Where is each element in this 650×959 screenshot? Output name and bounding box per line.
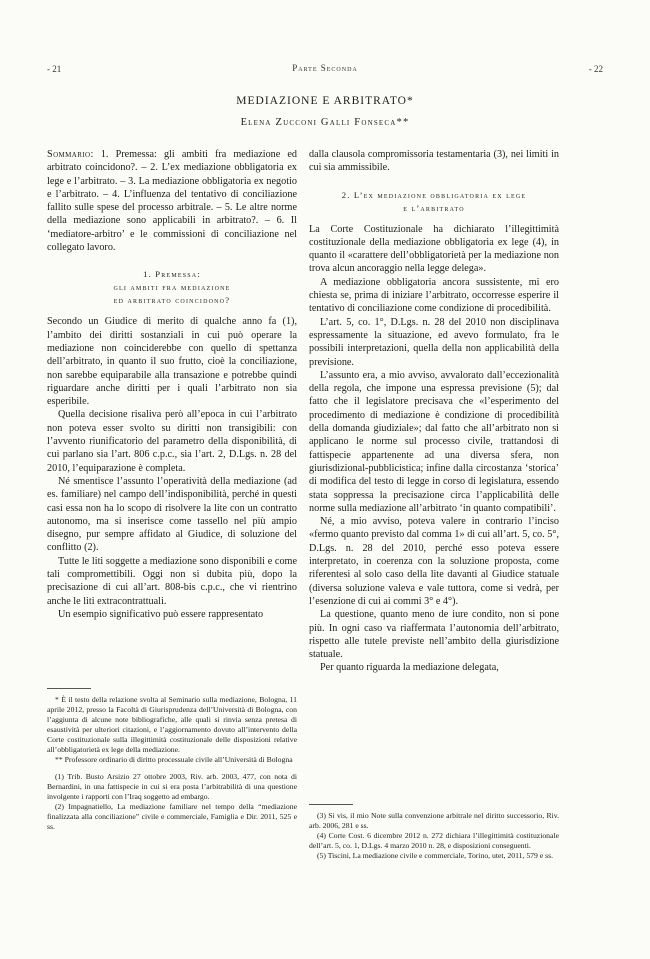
summary-text: 1. Premessa: gli ambiti fra mediazione ed arbitrato coincidono?. – 2. L’ex mediazione obbligatoria ex lege e l’arbitrato. – 3. La mediazione obbligatoria ex negotio e l’arbitrato. – 4. L’influenza del tentativo di conciliazione fallito sulle spese del processo arbitrale. – 5. Le altre norme della mediazione sono applicabili in arbitrato?. – 6. Il ‘mediatore-arbitro’ e le commissioni di conciliazione nel collegato lavoro. bbox=[47, 149, 298, 254]
left-column bbox=[47, 148, 297, 621]
footnotes-left bbox=[47, 688, 297, 832]
paragraph: Né, a mio avviso, poteva valere in contrario l’inciso «fermo quanto previsto dal comma 1» di cui all’art. 5, co. 5°, D.Lgs. n. 28 del 2010, perché esso poteva essere interpretato, in coerenza con la soluzione proposta, come riferentesi al solo caso della lite davanti al Giudice statuale (diversa soluzione valeva e vale tuttora, come si vedrà, per l’esenzione di cui ai commi 3° e 4°). bbox=[309, 516, 559, 607]
footnote: (4) Corte Cost. 6 dicembre 2012 n. 272 dichiara l’illegittimità costituzionale dell’art. 5, co. 1, D.Lgs. 4 marzo 2010 n. 28, e disposizioni conseguenti. bbox=[309, 831, 559, 850]
page-number-left: - 21 bbox=[47, 64, 62, 74]
summary-label: Sommario: bbox=[47, 149, 94, 160]
section-1-heading-line: 1. Premessa: bbox=[143, 269, 201, 280]
footnote: (3) Si vis, il mio Note sulla convenzione arbitrale nel diritto successorio, Riv. arb. 2006, 281 e ss. bbox=[309, 811, 559, 830]
footnote: * È il testo della relazione svolta al Seminario sulla mediazione, Bologna, 11 aprile 2012, presso la Facoltà di Giurisprudenza dell’Università di Bologna, con l’aggiunta di alcune note bibliografiche, alle quali si rinvia senza pretesa di esaustività per ulteriori citazioni, e l’aggiornamento dovuto all’intervento della Corte costituzionale sulla illegittimità costituzionale delle disposizioni relative all’obbligatorietà ex lege della mediazione. bbox=[47, 695, 297, 754]
section-1-heading-line: gli ambiti fra mediazione bbox=[113, 282, 231, 293]
paragraph: Tutte le liti soggette a mediazione sono disponibili e come tali compromettibili. Oggi non si dubita più, dopo la precisazione di cui all’art. 808-bis c.p.c., che vi rientrino anche le liti extracontrattuali. bbox=[47, 555, 297, 607]
article-title: MEDIAZIONE E ARBITRATO* bbox=[236, 95, 414, 107]
section-2-heading-line: 2. L’ex mediazione obbligatoria ex lege bbox=[341, 189, 527, 200]
right-column bbox=[309, 148, 559, 675]
paragraph: Quella decisione risaliva però all’epoca in cui l’arbitrato non poteva esser svolto su diritti non transigibili: con l’avvento riunificatorio del parametro della disponibilità, di cui parlano sia l’art. 806 c.p.c., sia l’art. 2, D.Lgs. n. 28 del 2010, l’equiparazione è completa. bbox=[47, 409, 297, 474]
article-author: Elena Zucconi Galli Fonseca** bbox=[240, 117, 410, 128]
page-number-right: - 22 bbox=[588, 64, 603, 74]
footnote: ** Professore ordinario di diritto processuale civile all’Università di Bologna bbox=[55, 755, 293, 764]
paragraph: Per quanto riguarda la mediazione delegata, bbox=[320, 662, 499, 674]
paragraph: Secondo un Giudice di merito di qualche anno fa (1), l’ambito dei diritti sostanziali in cui può operare la mediazione non coinciderebbe con quello di spettanza dell’arbitrato, in quanto il suo frutto, cioè la conciliazione, non sarebbe equiparabile alla transazione e potrebbe quindi riguardare anche diritti per i quali l’arbitrato non sia esperibile. bbox=[47, 316, 297, 408]
section-1-heading-line: ed arbitrato coincidono? bbox=[113, 295, 231, 306]
footnotes-right bbox=[309, 804, 559, 861]
summary bbox=[47, 148, 297, 254]
footnote-divider bbox=[309, 804, 353, 805]
running-header: Parte Seconda bbox=[292, 63, 358, 73]
paragraph: A mediazione obbligatoria ancora sussistente, mi ero chiesta se, prima di iniziare l’arbitrato, occorresse esperire il tentativo di conciliazione come condizione di procedibilità. bbox=[309, 276, 559, 315]
paragraph: La Corte Costituzionale ha dichiarato l’illegittimità costituzionale della mediazione obbligatoria ex lege (4), in quanto il «carattere dell’obbligatorietà per la mediazione non trova alcun ancoraggio nella legge delega». bbox=[309, 223, 559, 275]
paragraph: dalla clausola compromissoria testamentaria (3), nei limiti in cui sia ammissibile. bbox=[309, 149, 559, 174]
section-1-heading bbox=[47, 268, 297, 307]
paragraph: L’assunto era, a mio avviso, avvalorato dall’eccezionalità della regola, che impone una espressa previsione (5); dal fatto che il legislatore precisava che «l’esperimento del procedimento di mediazione è condizione di procedibilità della domanda giudiziale»; dal fatto che all’arbitrato non si applicano le norme sul processo civile, trattandosi di fattispecie appartenente ad una diversa sfera, non giurisdizional-pubblicistica; infine dalla circostanza ‘storica’ di modifica del testo di legge in corso di legislatura, essendo stata soppressa la precisazione circa l’applicabilità delle norme sulla mediazione all’arbitrato ‘in quanto compatibili’. bbox=[309, 369, 559, 514]
paragraph: Un esempio significativo può essere rappresentato bbox=[58, 608, 264, 620]
paragraph: La questione, quanto meno de iure condito, non si pone più. In ogni caso va riaffermata l’autonomia dell’arbitrato, rispetto alle tutele previste nell’ambito della giurisdizione statuale. bbox=[309, 609, 559, 661]
section-2-heading-line: e l’arbitrato bbox=[403, 202, 465, 213]
footnote: (2) Impagnatiello, La mediazione familiare nel tempo della “mediazione finalizzata alla conciliazione” civile e commerciale, Famiglia e Dir. 2011, 525 e ss. bbox=[47, 802, 297, 831]
footnote-divider bbox=[47, 688, 91, 689]
paragraph: Né smentisce l’assunto l’operatività della mediazione (ad es. familiare) nel campo dell’indisponibilità, perché in questi casi essa non ha lo scopo di risolvere la lite con un contratto autonomo, ma si inserisce come tassello nel più ampio disegno, pur sempre affidato al Giudice, di soluzione del conflitto (2). bbox=[47, 475, 297, 554]
footnote: (5) Tiscini, La mediazione civile e commerciale, Torino, utet, 2011, 579 e ss. bbox=[317, 851, 554, 860]
section-2-heading bbox=[309, 189, 559, 215]
footnote: (1) Trib. Busto Arsizio 27 ottobre 2003, Riv. arb. 2003, 477, con nota di Bernardini, in una fattispecie in cui si era posta l’arbitrabilità di una questione involgente i rapporti con l’Iraq soggetto ad embargo. bbox=[47, 772, 297, 801]
paragraph: L’art. 5, co. 1°, D.Lgs. n. 28 del 2010 non disciplinava espressamente la situazione, ed avevo formulato, fra le possibili interpretazioni, quella della non applicabilità della previsione. bbox=[309, 316, 559, 368]
